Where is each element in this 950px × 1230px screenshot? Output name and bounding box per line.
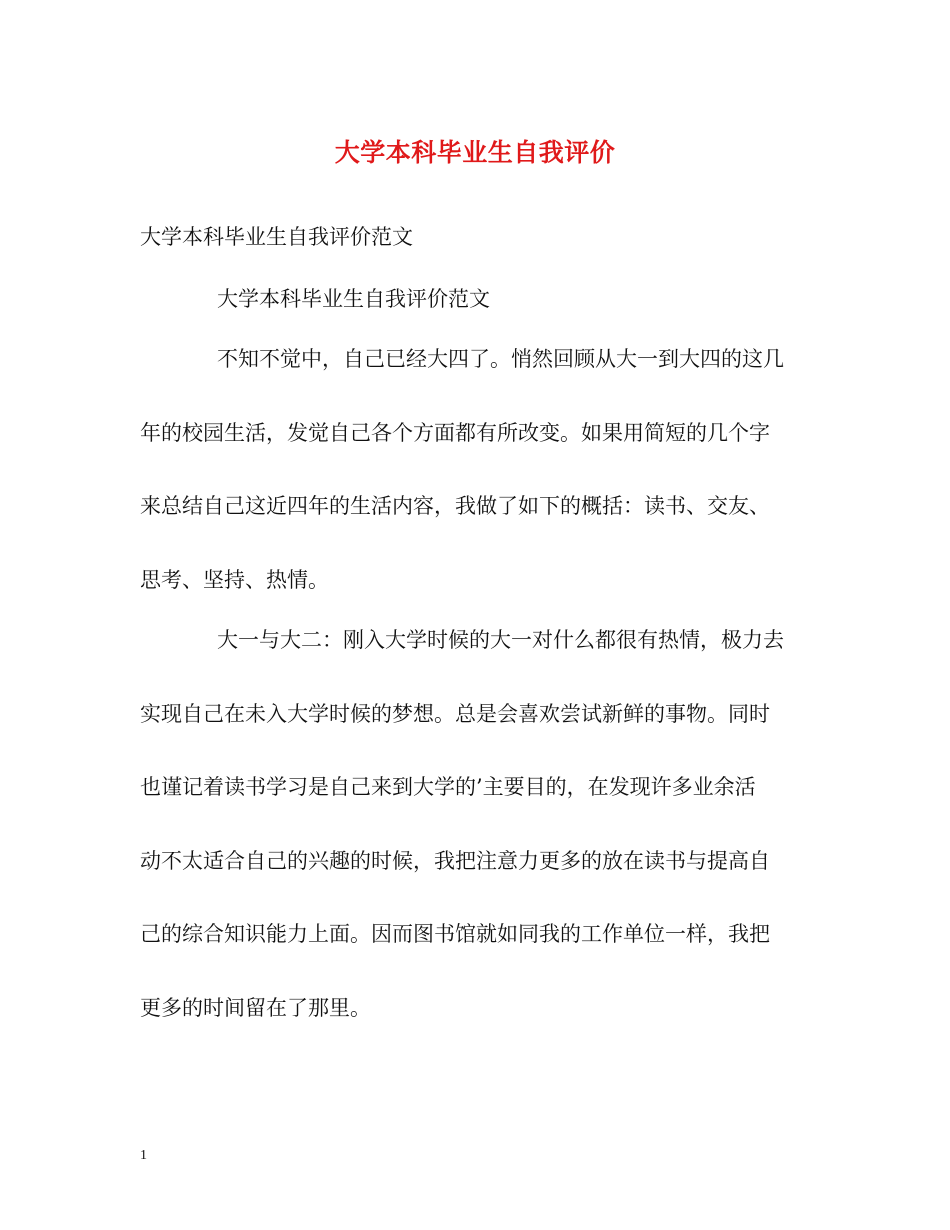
paragraph-2 (140, 622, 810, 1063)
paragraph-line: 更多的时间留在了那里。 (140, 995, 371, 1020)
paragraph-line: 来总结自己这近四年的生活内容，我做了如下的概括：读书、交友、 (140, 494, 770, 518)
document-subtitle: 大学本科毕业生自我评价范文 (140, 225, 413, 249)
section-heading: 大学本科毕业生自我评价范文 (217, 287, 490, 311)
paragraph-line: 动不太适合自己的兴趣的时候，我把注意力更多的放在读书与提高自 (140, 848, 770, 873)
paragraph-line: 实现自己在未入大学时候的梦想。总是会喜欢尝试新鲜的事物。同时 (140, 701, 770, 726)
page-number: 1 (140, 1148, 147, 1163)
paragraph-line: 也谨记着读书学习是自己来到大学的’主要目的，在发现许多业余活 (140, 775, 756, 799)
paragraph-line: 大一与大二：刚入大学时候的大一对什么都很有热情，极力去 (217, 628, 784, 652)
paragraph-line: 年的校园生活，发觉自己各个方面都有所改变。如果用简短的几个字 (140, 420, 770, 445)
paragraph-line: 不知不觉中，自己已经大四了。悄然回顾从大一到大四的这几 (217, 347, 784, 371)
paragraph-1 (140, 341, 810, 635)
document-title: 大学本科毕业生自我评价 (334, 138, 616, 167)
paragraph-line: 思考、坚持、热情。 (140, 567, 329, 592)
paragraph-line: 己的综合知识能力上面。因而图书馆就如同我的工作单位一样，我把 (140, 922, 770, 946)
